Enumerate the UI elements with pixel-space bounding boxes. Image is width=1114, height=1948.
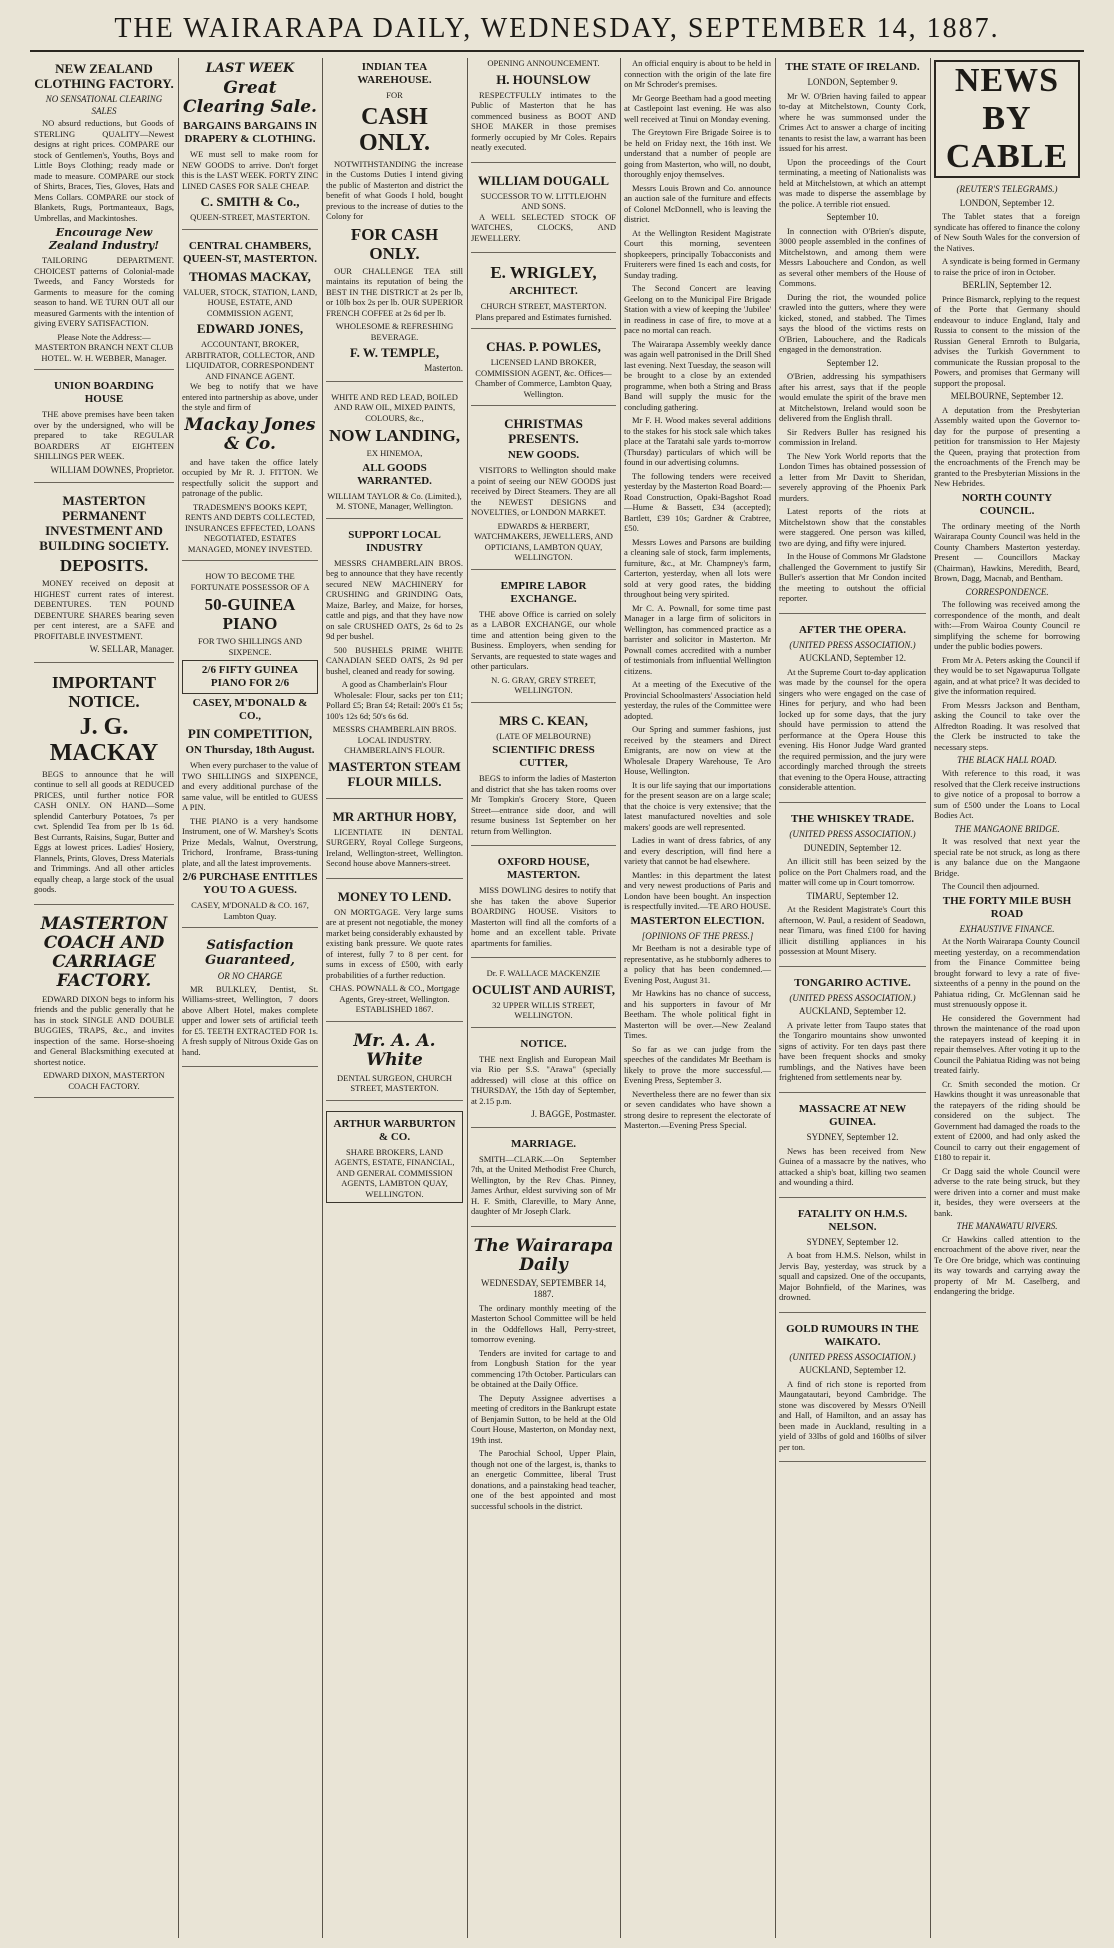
column-5: [620, 58, 775, 1938]
ad-heading: CHAS. P. POWLES,: [486, 339, 601, 354]
ad-warburton: [326, 1111, 463, 1204]
article-subheading: CORRESPONDENCE.: [965, 586, 1049, 597]
ad-date: ON Thursday, 18th August.: [185, 744, 315, 756]
ad-piano-competition: [182, 571, 318, 928]
ad-signature: MESSRS CHAMBERLAIN BROS. LOCAL INDUSTRY. CHAMBERLAIN'S FLOUR.: [332, 724, 457, 756]
ad-heading: MONEY TO LEND.: [337, 888, 452, 904]
section-heading: MASTERTON ELECTION.: [630, 914, 765, 927]
cable-paragraph: The Tablet states that a foreign syndicate has offered to finance the colony of New South Wales for the conversion of the Natives.: [934, 211, 1080, 253]
ad-body: NOTWITHSTANDING the increase in the Customs Duties I intend giving the public of Masterton and district the benefit of what Goods I hold, bought previous to the increase of duties to the Colony for: [326, 158, 463, 221]
ad-heading: EMPIRE LABOR EXCHANGE.: [500, 579, 587, 605]
notice-marriage: [471, 1138, 616, 1227]
news-paragraph: The Wairarapa Assembly weekly dance was again well patronised in the Drill Shed last evening. Next Tuesday, the season will be brought to a close by an extended programme, when both a String and Brass Band will supply the music for the concluding gathering.: [624, 338, 771, 412]
article-heading: NORTH COUNTY COUNCIL.: [961, 491, 1053, 517]
cable-paragraph: A syndicate is being formed in Germany to raise the price of iron in October.: [934, 256, 1080, 277]
ad-body: SHARE BROKERS, LAND AGENTS, ESTATE, FINANCIAL, AND GENERAL COMMISSION AGENTS, LAMBTON QUAY, WELLINGTON.: [334, 1146, 455, 1199]
article-paragraph: Cr Dagg said the whole Council were adverse to the rate being struck, but they were driven into a corner and must make it, besides, they were overseers at the bank.: [934, 1165, 1080, 1218]
article-dateline: TIMARU, September 12.: [806, 890, 899, 901]
ad-body: THE PIANO is a very handsome Instrument, one of W. Marshey's Scotts Prize Medals, Walnut, Overstrung, Trichord, Ironframe, Brass-tuning plate, and all the latest improvements.: [182, 815, 318, 868]
notice-heading: MARRIAGE.: [510, 1137, 577, 1150]
ad-now-landing: NOW LANDING,: [329, 426, 460, 446]
ad-heading: HOW TO BECOME THE FORTUNATE POSSESSOR OF A: [190, 571, 310, 592]
ad-dentist-bulkley: [182, 938, 318, 1067]
cable-source: (REUTER'S TELEGRAMS.): [956, 184, 1058, 194]
ad-name: EDWARD JONES,: [196, 321, 304, 336]
ad-heading: IMPORTANT NOTICE.: [52, 672, 156, 711]
press-opinion: Mr Beetham is not a desirable type of representative, as he stubbornly adheres to a policy that has been condemned.—Evening Post, August 31.: [624, 943, 771, 985]
article-paragraph: It was resolved that next year the special rate be not struck, as long as there is any balance due on the Mangaone Bridge.: [934, 836, 1080, 878]
ad-subheading: FOR TWO SHILLINGS AND SIXPENCE.: [198, 636, 302, 657]
ad-heading: WHITE AND RED LEAD, BOILED AND RAW OIL, MIXED PAINTS, COLOURS, &c.,: [331, 391, 458, 423]
news-paragraph: Mr F. H. Wood makes several additions to the stakes for his stock sale which takes place at the Taratahi sale yards to-morrow (Thursday) particulars of which will be found in our advertising columns.: [624, 415, 771, 467]
article-paragraph: Upon the proceedings of the Court terminating, a meeting of Nationalists was held at Mitchelstown, at which an attempt was made to disperse the assemblage by the police. A terrible riot ensued.: [779, 156, 926, 209]
article-paragraph: At the North Wairarapa County Council meeting yesterday, on a recommendation from the Finance Committee being brought forward to levy a rate of five-sixteenths of a penny in the pound on the Pahiatua riding, Cr. McGlennan said he must strenuously oppose it.: [934, 936, 1080, 1010]
ad-signature: WILLIAM TAYLOR & Co. (Limited.), M. STONE, Manager, Wellington.: [327, 490, 462, 512]
ad-body: A WELL SELECTED STOCK OF WATCHES, CLOCKS, AND JEWELLERY.: [471, 211, 616, 243]
ad-body: WHOLESOME & REFRESHING BEVERAGE.: [335, 321, 454, 342]
editorial-section: [471, 1237, 616, 1512]
ad-quote: A good as Chamberlain's Flour: [341, 679, 448, 690]
ad-subheading: Great Clearing Sale.: [183, 78, 317, 117]
article-paragraph: O'Brien, addressing his sympathisers after his arrest, says that if the people would emulate the spirit of the brave men at Mitchelstown, Ireland would soon be delivered from the English thrall.: [779, 371, 926, 424]
article-heading: FATALITY ON H.M.S. NELSON.: [797, 1207, 908, 1233]
editorial-paragraph: The Parochial School, Upper Plain, though not one of the largest, is, thanks to an energetic Committee, liberal Trust donations, and a painstaking head teacher, one of the best appointed and most successful schools in the district.: [471, 1448, 616, 1511]
ad-clearing-sale: [182, 61, 318, 230]
article-new-guinea: [779, 1103, 926, 1198]
cable-paragraph: Prince Bismarck, replying to the request of the Porte that Germany should endeavour to induce England, Italy and Russia to consent to the mission of the Russian General Ernroth to Bulgaria, advises the Turkish Government to communicate the Russian proposal to the Powers, and promises that Germany will support the proposal.: [934, 293, 1080, 388]
editorial-paragraph: The ordinary monthly meeting of the Masterton School Committee will be held in the Oddfellows Hall, Perry-street, tomorrow evening.: [471, 1302, 616, 1345]
ad-goods: ALL GOODS WARRANTED.: [357, 461, 432, 487]
ad-firm: C. SMITH & Co.,: [200, 194, 300, 209]
ad-heading: ARTHUR WARBURTON & CO.: [333, 1117, 456, 1143]
ad-dougall: [471, 173, 616, 254]
article-paragraph: A private letter from Taupo states that the Tongariro mountains show unwonted signs of activity. For ten days past there have been frequent shocks and smoky rumblings, and the Natives have been frightened from settlements near by.: [779, 1019, 926, 1083]
ad-big: FOR CASH ONLY.: [350, 224, 439, 263]
ad-heading: CENTRAL CHAMBERS, QUEEN-ST, MASTERTON.: [183, 239, 317, 265]
ad-subheading: (LATE OF MELBOURNE): [496, 730, 591, 741]
article-nelson: [779, 1208, 926, 1313]
ad-place: Masterton.: [424, 363, 463, 373]
ad-signature: EDWARD DIXON, MASTERTON COACH FACTORY.: [43, 1070, 165, 1091]
news-paragraph: Mantles: in this department the latest and very newest productions of Paris and London have been bought. An inspection is respectfully invited.—TE ARO HOUSE.: [624, 869, 771, 911]
ad-body: and have taken the office lately occupied by Mr R. J. FITTON. We respectfully solicit the support and patronage of the public.: [182, 456, 318, 498]
ad-body: When every purchaser to the value of TWO SHILLINGS and SIXPENCE, and every additional purchase of the same value, will be entitled to GUESS A PIN.: [182, 760, 318, 812]
ad-prices: Wholesale: Flour, sacks per ton £11; Pollard £5; Bran £4; Retail: 200's £1 5s; 100's 12s 6d; 50's 6s 6d.: [326, 689, 463, 721]
ad-tagline: Encourage New Zealand Industry!: [48, 226, 160, 253]
ad-heading: OXFORD HOUSE, MASTERTON.: [497, 856, 590, 881]
article-source: (UNITED PRESS ASSOCIATION.): [789, 639, 916, 650]
ad-body: MR BULKLEY, Dentist, St. Williams-street, Wellington, 7 doors above Albert Hotel, makes complete upper and lower sets of artificial teeth for £5. TEETH EXTRACTED FOR 1s. A fresh supply of Nitrous Oxide Gas on hand.: [182, 983, 318, 1057]
article-heading: MASSACRE AT NEW GUINEA.: [798, 1102, 907, 1128]
article-source: (UNITED PRESS ASSOCIATION.): [789, 1351, 916, 1362]
article-dateline: AUCKLAND, September 12.: [799, 1006, 906, 1017]
ad-name: H. HOUNSLOW: [496, 71, 591, 87]
article-subheading: EXHAUSTIVE FINANCE.: [959, 923, 1055, 934]
ad-body: ACCOUNTANT, BROKER, ARBITRATOR, COLLECTOR, AND LIQUIDATOR, CORRESPONDENT AND FINANCE AGENT.: [185, 339, 315, 381]
article-paragraph: Latest reports of the riots at Mitchelstown show that the constables were staggered. One person was killed, two are dying, and fifty were injured.: [779, 506, 926, 548]
ad-body: We beg to notify that we have entered into partnership as above, under the style and firm of: [182, 381, 318, 412]
ad-price: 2/6 FIFTY GUINEA PIANO FOR 2/6: [182, 660, 318, 694]
article-gold: [779, 1323, 926, 1463]
ad-bargains: BARGAINS BARGAINS IN DRAPERY & CLOTHING.: [183, 120, 317, 145]
ad-body: BEGS to inform the ladies of Masterton and district that she has taken rooms over Mr Tompkin's Grocery Store, Queen Street—entrance side door, and will resume business 1st September on her return from Wellington.: [471, 773, 616, 836]
article-paragraph: In the House of Commons Mr Gladstone challenged the Government to justify Sir Buller's assertion that Mr Condon incited the meeting to outshout the official reporter.: [779, 551, 926, 604]
article-heading: THE WHISKEY TRADE.: [791, 812, 914, 825]
article-dateline: September 10.: [826, 212, 879, 223]
article-heading: TONGARIRO ACTIVE.: [794, 976, 911, 989]
ad-white-lead: [326, 392, 463, 519]
article-paragraph: An illicit still has been seized by the police on the Port Chalmers road, and the matter will come up in Court tomorrow.: [779, 856, 926, 888]
ad-name: J. G. MACKAY: [49, 713, 159, 766]
news-paragraph: Mr George Beetham had a good meeting at Castlepoint last evening. He was also well received at Tinui on Monday evening.: [624, 92, 771, 124]
press-opinion: Mr Hawkins has no chance of success, and his supporters in favour of Mr Beetham. The whole political fight in Masterton will be over.—New Zealand Times.: [624, 988, 771, 1041]
article-paragraph: From Mr A. Peters asking the Council if they would be to set Ngawapurua Tollgate again, and at what price? It was decided to give the information required.: [934, 654, 1080, 697]
ad-hounslow: [471, 58, 616, 163]
article-dateline: SYDNEY, September 12.: [806, 1131, 899, 1142]
news-paragraph: It is our life saying that our importations for the present season are on a large scale; that the choice is very extensive; that the latest manufactured novelties and sole makers' goods are well represented.: [624, 779, 771, 832]
ad-important-notice: [34, 673, 174, 905]
ad-oculist: [471, 968, 616, 1028]
ad-heading: LAST WEEK: [205, 61, 295, 76]
ad-mill: MASTERTON STEAM FLOUR MILLS.: [328, 758, 461, 789]
ad-body: THE above premises have been taken over by the undersigned, who will be prepared to take REGULAR BOARDERS AT EIGHTEEN SHILLINGS PER WEEK.: [34, 409, 174, 462]
ad-heading: Dr. F. WALLACE MACKENZIE: [486, 968, 601, 978]
article-paragraph: With reference to this road, it was resolved that the Clerk receive instructions to give notice of a proposal to borrow a sum of £500 under the Loans to Local Bodies Act.: [934, 768, 1080, 821]
ad-ex: EX HINEMOA,: [366, 448, 423, 459]
article-source: (UNITED PRESS ASSOCIATION.): [789, 828, 916, 839]
ad-heading: UNION BOARDING HOUSE: [54, 380, 154, 406]
ad-body: EDWARD DIXON begs to inform his friends and the public generally that he has in stock SINGLE AND DOUBLE BUGGIES, TRAPS, &c., and invites inspection of the same. Horse-shoeing and General Blacksmithing executed at shortest notice.: [34, 993, 174, 1067]
paper-date: WEDNESDAY, SEPTEMBER 14, 1887.: [480, 1277, 606, 1300]
notice-signature: J. BAGGE, Postmaster.: [531, 1109, 616, 1119]
article-paragraph: Cr. Smith seconded the motion. Cr Hawkins thought it was unreasonable that the ratepayers of the riding should be considered on the subject. The Government had damaged the roads to the extent of £2000, and had only asked the Council to carry out their engagement of £180 to repair it.: [934, 1078, 1080, 1163]
article-heading: THE STATE OF IRELAND.: [785, 61, 920, 73]
article-tongariro: [779, 977, 926, 1093]
ad-building-society: [34, 493, 174, 663]
ad-oxford-house: [471, 856, 616, 958]
cable-paragraph: A deputation from the Presbyterian Assembly waited upon the Governor to-day for the purpose of presenting a petition for transmission to Her Majesty the Queen, praying that protection from the encroachments of the French may be granted to the Presbyterian Missions in the New Hebrides.: [934, 404, 1080, 489]
ad-address: QUEEN-STREET, MASTERTON.: [190, 212, 310, 222]
article-subheading: THE MANAWATU RIVERS.: [956, 1221, 1058, 1232]
ad-body: RESPECTFULLY intimates to the Public of Masterton that he has commenced business as BOOT AND SHOE MAKER in those premises formerly occupied by Mr Coles. Repairs neatly executed.: [471, 89, 616, 152]
ad-body: TAILORING DEPARTMENT. CHOICEST patterns of Colonial-made Tweeds, and Fancy Worsteds for Garments to measure for the coming season to hand. WE TURN OUT all our measured Garments with the intention of giving EVERY SATISFACTION.: [34, 255, 174, 329]
editorial-paragraph: Tenders are invited for cartage to and from Longbush Station for the year commencing 17th October. Particulars can be obtained at the Daily Office.: [471, 1347, 616, 1390]
ad-competition: PIN COMPETITION,: [187, 726, 313, 741]
ad-signature: CHAS. POWNALL & CO., Mortgage Agents, Grey-street, Wellington. ESTABLISHED 1867.: [329, 983, 460, 1015]
ad-kean: [471, 713, 616, 847]
ad-heading: Satisfaction Guaranteed,: [205, 938, 295, 968]
news-paragraph: Messrs Lowes and Parsons are building a cleaning sale of stock, farm implements, furniture, &c., at Mr. Champney's farm, Carterton, yesterday, when all lots were sold at very good rates, the bidding throughout being very spirited.: [624, 536, 771, 599]
ad-subheading: SUCCESSOR TO W. LITTLEJOHN AND SONS.: [480, 190, 607, 211]
column-4: [467, 58, 620, 1938]
ad-body: LICENTIATE IN DENTAL SURGERY, Royal College Surgeons, Ireland, Wellington-street, Wellington. Second house above Manners-street.: [326, 826, 463, 869]
ad-body: OUR CHALLENGE TEA still maintains its reputation of being the BEST IN THE DISTRICT at 2s per lb, or 10lb box 2s per lb. OUR SUPERIOR FRENCH COFFEE at 2s 6d per lb.: [326, 265, 463, 318]
ad-body: MESSRS CHAMBERLAIN BROS. beg to announce that they have recently secured NEW MACHINERY for CRUSHING and GRINDING Oats, Maize, Barley, and Maize, for horses, cattle and pigs, and that they have now on sale CRUSHED OATS, 2s 6d to 2s 9d per bushel.: [326, 557, 463, 642]
cable-dateline: MELBOURNE, September 12.: [950, 391, 1064, 402]
article-opera: [779, 624, 926, 803]
ad-body: 500 BUSHELS PRIME WHITE CANADIAN SEED OATS, 2s 9d per bushel, cleaned and ready for sowing.: [326, 644, 463, 676]
ad-mackay-jones: [182, 240, 318, 562]
ad-arthur-hoby: [326, 809, 463, 879]
ad-body: MISS DOWLING desires to notify that she has taken the above Superior BOARDING HOUSE. Visitors to Masterton will find all the comforts of a home and an excellent table. Private apartments for families.: [471, 885, 616, 948]
ad-dentist-white: [326, 1032, 463, 1101]
news-paragraph: The Greytown Fire Brigade Soiree is to be held on Friday next, the 16th inst. We understand that a number of people are going from Masterton, who will, no doubt, thoroughly enjoy themselves.: [624, 127, 771, 179]
ad-heading: E. WRIGLEY,: [490, 263, 597, 282]
article-source: (UNITED PRESS ASSOCIATION.): [789, 992, 916, 1003]
ad-body: LICENSED LAND BROKER, COMMISSION AGENT, &c. Offices—Chamber of Commerce, Lambton Quay, Wellington.: [475, 357, 612, 399]
column-6: [775, 58, 930, 1938]
article-paragraph: At the Resident Magistrate's Court this afternoon, W. Paul, a resident of Seadown, near Timaru, was fined £100 for having illicit distilling appliances in his possession at Mount Misery.: [779, 904, 926, 957]
ad-body: CHURCH STREET, MASTERTON. Plans prepared and Estimates furnished.: [475, 301, 612, 322]
article-paragraph: A find of rich stone is reported from Maungatautari, beyond Cambridge. The stone was discovered by Messrs O'Neill and Hall, of Hamilton, and an assay has been made in Auckland, resulting in a yield of 33lbs of gold and 160lbs of silver per ton.: [779, 1378, 926, 1452]
ad-subheading: DEPOSITS.: [59, 556, 149, 576]
article-whiskey: [779, 813, 926, 967]
article-heading: GOLD RUMOURS IN THE WAIKATO.: [786, 1322, 919, 1348]
news-paragraph: Messrs Louis Brown and Co. announce an auction sale of the furniture and effects of Colonel McDonnell, who is leaving the district.: [624, 182, 771, 224]
section-subheading: [OPINIONS OF THE PRESS.]: [641, 930, 754, 941]
ad-subheading: OCULIST AND AURIST,: [472, 981, 615, 997]
ad-tagline: 2/6 PURCHASE ENTITLES YOU TO A GUESS.: [182, 871, 318, 896]
news-paragraph: An official enquiry is about to be held in connection with the origin of the late fire on Mr Schroder's premises.: [624, 58, 771, 89]
article-paragraph: From Messrs Jackson and Bentham, asking the Council to take over the Alfredton Roading. It was resolved that the Clerk be instructed to take the necessary steps.: [934, 699, 1080, 752]
news-paragraph: Our Spring and summer fashions, just received by the steamers and Direct Emigrants, are now on view at the Wholesale Drapery Warehouse, Te Aro House, Wellington.: [624, 724, 771, 776]
ad-union-boarding-house: [34, 380, 174, 483]
ad-subheading: NEW GOODS.: [507, 449, 580, 461]
ad-body: VISITORS to Wellington should make a point of seeing our NEW GOODS just received by Direct Steamers. They are all the NEWEST DESIGNS and NOVELTIES, or LONDON MARKET.: [471, 465, 616, 517]
article-paragraph: The Council then adjourned.: [942, 881, 1040, 892]
election-section: [624, 915, 771, 1131]
cable-dateline: LONDON, September 12.: [959, 197, 1055, 208]
ad-heading: NEW ZEALAND CLOTHING FACTORY.: [34, 61, 174, 91]
ad-signature: W. SELLAR, Manager.: [89, 644, 174, 655]
ad-address: Please Note the Address:— MASTERTON BRANCH NEXT CLUB HOTEL. W. H. WEBBER, Manager.: [34, 331, 174, 363]
press-opinion: Nevertheless there are no fewer than six or seven candidates who have shown a strong desire to represent the electorate of Masterton.—Evening Press Special.: [624, 1088, 771, 1131]
article-heading: THE FORTY MILE BUSH ROAD: [942, 894, 1072, 920]
notice-heading: NOTICE.: [520, 1037, 567, 1050]
news-by-cable-heading: NEWS BY CABLE: [934, 60, 1080, 178]
press-opinion: So far as we can judge from the speeches of the candidates Mr Beetham is likely to prove the more successful.—Evening Press, September 3.: [624, 1043, 771, 1086]
ad-body: BEGS to announce that he will continue to sell all goods at REDUCED PRICES, until further notice FOR CASH ONLY. ON HAND—Some splendid Canterbury Potatoes, 7s per cwt. Splendid Tea from per lb 1s 6d. Best Currants, Raisins, Sugar, Butter and Eggs at lowest prices. Ladies' Hosiery, Flannels, Prints, Gloves, Dress Materials and Trimmings. And all other articles equally cheap, a large stock of the usual goods.: [34, 768, 174, 895]
ad-body: WE must sell to make room for NEW GOODS to arrive. Don't forget this is the LAST WEEK. FORTY ZINC LINED CASES FOR SALE CHEAP.: [182, 149, 318, 191]
ad-heading: MR ARTHUR HOBY,: [332, 808, 457, 824]
ad-heading: MASTERTON COACH AND CARRIAGE FACTORY.: [40, 913, 168, 991]
ad-heading: MASTERTON PERMANENT INVESTMENT AND BUILDING SOCIETY.: [39, 493, 169, 554]
ad-empire-labor: [471, 580, 616, 703]
ad-signature: N. G. GRAY, GREY STREET, WELLINGTON.: [491, 674, 596, 695]
column-3: [322, 58, 467, 1938]
ad-heading: WILLIAM DOUGALL: [477, 172, 610, 188]
ad-big: CASH ONLY.: [359, 103, 430, 156]
news-paragraph: The following tenders were received yesterday by the Masterton Road Board:—Road Construction, Opaki-Bagshot Road—Hume & Bassett, £34 (accepted); Bartlett, £39 10s; Gardner & Crabtree, £50.: [624, 470, 771, 533]
news-paragraph: At the Wellington Resident Magistrate Court this morning, seventeen shopkeepers, principally Tobacconists and Fruiterers were fined 1s each and costs, for Sunday trading.: [624, 227, 771, 280]
ad-christmas-presents: [471, 416, 616, 570]
article-paragraph: Mr W. O'Brien having failed to appear to-day at Mitchelstown, County Cork, where he was summonsed under the Crimes Act to answer a charge of inciting tenants to resist the law, a warrant has been issued for his arrest.: [779, 90, 926, 154]
ad-indian-tea: [326, 61, 463, 382]
article-paragraph: A boat from H.M.S. Nelson, whilst in Jervis Bay, yesterday, was struck by a squall and capsized. One of the occupants, Major Bohnfield, of the Marines, was drowned.: [779, 1250, 926, 1303]
article-paragraph: In connection with O'Brien's dispute, 3000 people assembled in the confines of Mitchelstown, and among them were Messrs Labouchere and Condon, as well as several other members of the House of Commons.: [779, 225, 926, 289]
masthead-title: THE WAIRARAPA DAILY, WEDNESDAY, SEPTEMBER 14, 1887.: [114, 13, 1000, 44]
ad-body: TRADESMEN'S BOOKS KEPT, RENTS AND DEBTS COLLECTED, INSURANCES EFFECTED, LOANS NEGOTIATED, ESTATES MANAGED, MONEY INVESTED.: [184, 501, 316, 554]
notice-mail: [471, 1038, 616, 1128]
ad-heading: SUPPORT LOCAL INDUSTRY: [348, 528, 441, 554]
column-2: [178, 58, 322, 1938]
news-paragraph: Mr C. A. Pownall, for some time past Manager in a large firm of solicitors in Wellington, has commenced practice as a barrister and solicitor in Masterton. Mr Pownall comes accredited with a number of testimonials from influential Wellington citizens.: [624, 602, 771, 676]
ad-big: 50-GUINEA PIANO: [204, 595, 296, 633]
article-paragraph: The New York World reports that the London Times has obtained possession of a letter from Mr Davitt to Sheridan, severely approving of the Phoenix Park murders.: [779, 450, 926, 503]
ad-body: NO absurd reductions, but Goods of STERLING QUALITY—Newest designs at right prices. COMPARE our stock of Gentlemen's, Youths, Boys and Little Boys Clothing; ready made or made to measure. COMPARE our stock of Shirts, Braces, Ties, Gloves, Hats and Mens Collars. COMPARE our stock of Blankets, Rugs, Portmanteaux, Bags, Umbrellas, and Mackintoshes.: [34, 118, 174, 223]
ad-wrigley: [471, 263, 616, 329]
ad-body: VALUER, STOCK, STATION, LAND, HOUSE, ESTATE, AND COMMISSION AGENT,: [182, 286, 318, 318]
ad-firm: Mackay Jones & Co.: [184, 414, 316, 454]
article-dateline: DUNEDIN, September 12.: [803, 842, 902, 853]
ad-for: FOR: [386, 90, 403, 100]
news-paragraph: The Second Concert are leaving Geelong on to the Municipal Fire Brigade Station with a view of keeping the 'Jubilee' in readiness in case of fire, to move at a pace no mortal can reach.: [624, 283, 771, 335]
ad-subheading: OR NO CHARGE: [217, 971, 283, 981]
ad-coach-factory: [34, 915, 174, 1099]
column-7: [930, 58, 1084, 1938]
notice-body: SMITH—CLARK.—On September 7th, at the United Methodist Free Church, Wellington, by the Rev Chas. Pinney, James Arthur, eldest surviving son of Mr H. F. Smith, Clareville, to Mary Anne, daughter of Mr Joseph Clark.: [471, 1153, 616, 1217]
article-dateline: AUCKLAND, September 12.: [799, 1365, 906, 1376]
ad-address: 32 UPPER WILLIS STREET, WELLINGTON.: [492, 999, 595, 1020]
notice-body: THE next English and European Mail via Rio per S.S. "Arawa" (specially addressed) will close at this office on THURSDAY, the 15th day of September, at 2.15 p.m.: [471, 1053, 616, 1106]
article-paragraph: He considered the Government had thrown the maintenance of the road upon the ratepayers instead of keeping it in repair themselves. After voting it up to the Council the Pahiatua Riding was not being treated fairly.: [934, 1012, 1080, 1076]
article-dateline: SYDNEY, September 12.: [806, 1236, 899, 1247]
ad-body: MONEY received on deposit at HIGHEST current rates of interest. DEBENTURES. TEN POUND DEBENTURE SHARES bearing seven per cent interest, are a SAFE and PROFITABLE INVESTMENT.: [34, 578, 174, 641]
article-dateline: AUCKLAND, September 12.: [799, 653, 906, 664]
article-ireland: [779, 61, 926, 614]
ad-heading: INDIAN TEA WAREHOUSE.: [357, 61, 432, 86]
article-subheading: THE BLACK HALL ROAD.: [957, 755, 1057, 766]
ad-heading: MRS C. KEAN,: [499, 712, 588, 728]
ad-signature: EDWARDS & HERBERT, WATCHMAKERS, JEWELLERS, AND OPTICIANS, LAMBTON QUAY, WELLINGTON.: [474, 520, 613, 562]
local-news: [624, 58, 771, 912]
article-paragraph: Sir Redvers Buller has resigned his commission in Ireland.: [779, 426, 926, 448]
masthead-rule: [30, 50, 1084, 52]
ad-title: SCIENTIFIC DRESS CUTTER,: [492, 744, 595, 769]
article-paragraph: News has been received from New Guinea of a massacre by the natives, who attacked a ship's boat, killing two seamen and wounding a third.: [779, 1145, 926, 1188]
article-paragraph: The ordinary meeting of the North Wairarapa County Council was held in the County Chambers Masterton yesterday. Present — Councillors Mackay (Chairman), Hawkins, Meredith, Beard, Brown, Dagg, Macnab, and Bentham.: [934, 520, 1080, 584]
ad-name: THOMAS MACKAY,: [189, 268, 311, 284]
news-paragraph: At a meeting of the Executive of the Provincial Schoolmasters' Association held yesterday, the rules of the Committee were adopted.: [624, 679, 771, 721]
paper-name: The Wairarapa Daily: [473, 1235, 614, 1275]
ad-subheading: ARCHITECT.: [509, 285, 578, 297]
ad-signature: F. W. TEMPLE,: [349, 345, 440, 360]
column-1: [30, 58, 178, 1938]
ad-heading: CHRISTMAS PRESENTS.: [504, 416, 583, 446]
news-paragraph: Ladies in want of dress fabrics, of any and every description, will find here a variety that cannot be had elsewhere.: [624, 835, 771, 866]
ad-nz-clothing-factory: [34, 61, 174, 370]
ad-signature: WILLIAM DOWNES, Proprietor.: [50, 464, 174, 475]
article-paragraph: At the Supreme Court to-day application was made by the counsel for the opera singers who were engaged on the case of Hines for perjury, and who had been locked up for some days, that the jury should have permission to attend the performance at the Opera House this evening. His Honor Judge Ward granted the required permission, and the jury were accordingly marched through the streets that evening to the Opera House, attracting considerable attention.: [779, 666, 926, 793]
article-heading: AFTER THE OPERA.: [798, 623, 907, 636]
ad-heading: OPENING ANNOUNCEMENT.: [487, 58, 600, 68]
ad-local-industry: [326, 529, 463, 799]
ad-powles: [471, 339, 616, 406]
ad-firm: CASEY, M'DONALD & CO.,: [192, 697, 308, 722]
editorial-paragraph: The Deputy Assignee advertises a meeting of creditors in the Bankrupt estate of Benjamin Sutton, to be held at the Old Court House, Masterton, on Monday next, 19th inst.: [471, 1392, 616, 1445]
ad-heading: Mr. A. A. White: [353, 1030, 436, 1070]
ad-signature: CASEY, M'DONALD & CO. 167, Lambton Quay.: [191, 900, 309, 921]
article-paragraph: During the riot, the wounded police crawled into the gutters, where they were kicked, stoned, and stabbed. The Times says the blood of the victims rests on O'Brien, Labouchere, and the Radicals engaged in the demonstration.: [779, 291, 926, 355]
article-dateline: September 12.: [826, 357, 879, 368]
ad-body: ON MORTGAGE. Very large sums are at present not negotiable, the money market being considerably exhausted by existing bank pressure. We quote rates of interest, fully 7 to 8 per cent. for sums in excess of £500, with early probabilities of a further reduction.: [326, 906, 463, 980]
ad-body: THE above Office is carried on solely as a LABOR EXCHANGE, our whole time and attention being given to the Business. Employers, when sending for Servants, are requested to state wages and other particulars.: [471, 608, 616, 671]
article-subheading: THE MANGAONE BRIDGE.: [954, 823, 1060, 834]
ad-subheading: DENTAL SURGEON, CHURCH STREET, MASTERTON.: [337, 1072, 452, 1094]
ad-subheading: NO SENSATIONAL CLEARING SALES: [45, 94, 163, 116]
article-paragraph: Cr Hawkins called attention to the encroachment of the above river, near the Te Ore Ore bridge, which was continuing its way towards and carrying away the property of Mr M. Caselberg, and endangering the bridge.: [934, 1233, 1080, 1297]
article-dateline: LONDON, September 9.: [807, 77, 898, 87]
cable-dateline: BERLIN, September 12.: [962, 280, 1052, 291]
ad-money-to-lend: [326, 889, 463, 1022]
article-paragraph: The following was received among the correspondence of the month, and dealt with:—From Wairoa County Council re simplifying the scheme for borrowing under the public bodies powers.: [934, 599, 1080, 652]
